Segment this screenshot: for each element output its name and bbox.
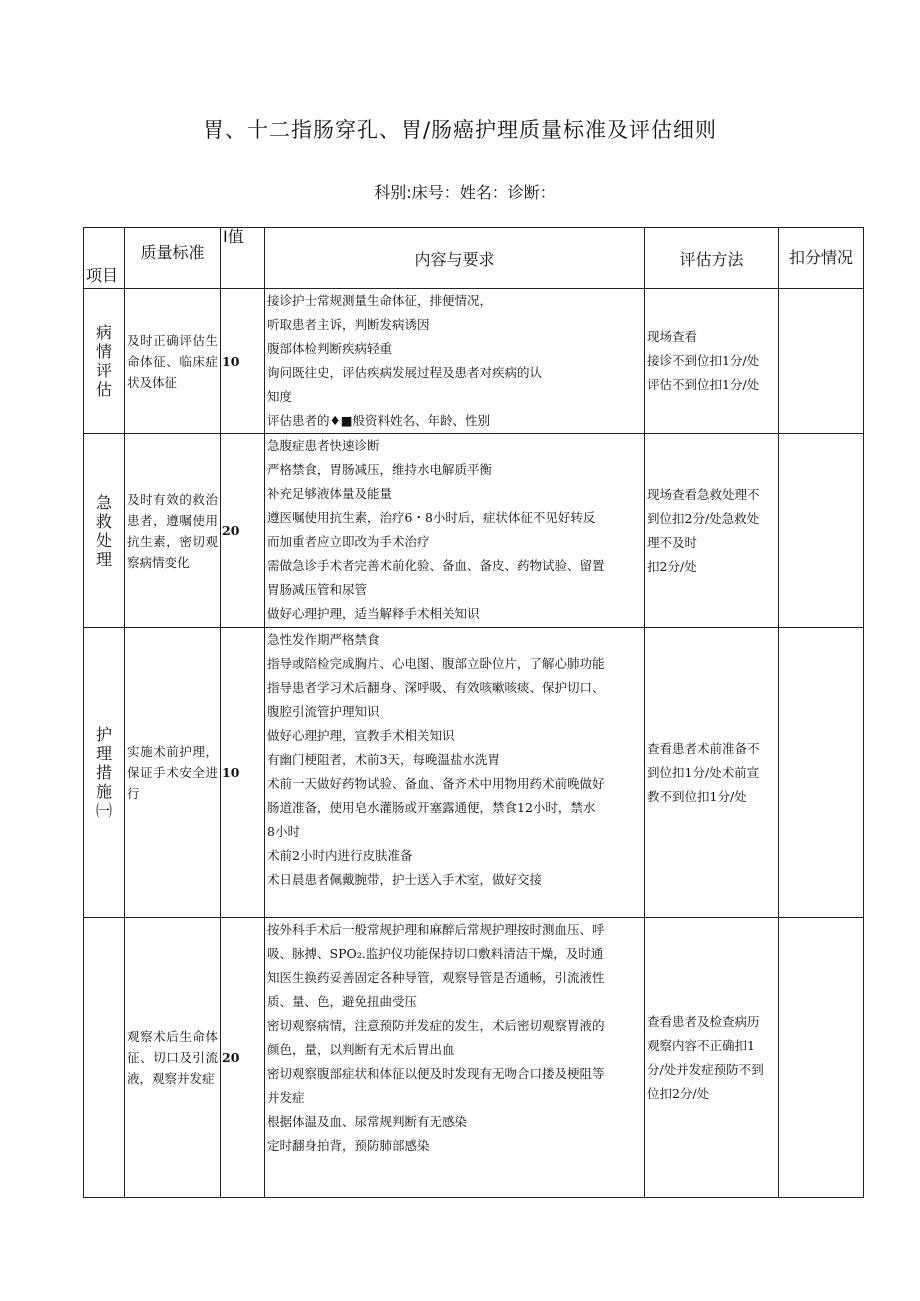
header-value: I值 bbox=[221, 228, 265, 289]
value-cell: 10 bbox=[221, 628, 265, 918]
method-cell: 查看患者及检查病历 观察内容不正确扣1 分/处并发症预防不到 位扣2分/处 bbox=[645, 918, 779, 1198]
standard-cell: 实施术前护理，保证手术安全进行 bbox=[125, 628, 221, 918]
deduct-cell[interactable] bbox=[779, 289, 864, 434]
method-cell: 现场查看急救处理不 到位扣2分/处急救处 理不及时 扣2分/处 bbox=[645, 434, 779, 628]
deduct-cell[interactable] bbox=[779, 434, 864, 628]
content-cell: 按外科手术后一般常规护理和麻醉后常规护理按时测血压、呼 吸、脉搏、SPO₂.监护仪功能保持切口敷料清洁干燥，及时通 知医生换药妥善固定各种导管，观察导管是否通畅，引流液性 质、量、色，避免扭曲受压 密切观察病情，注意预防并发症的发生，术后密切观察胃液的 颜色，量，以判断有无术后胃出血 密切观察腹部症状和体征以便及时发现有无吻合口搂及梗阻等 并发症 根据体温及血、尿常规判断有无感染 定时翻身拍背，预防肺部感染 bbox=[265, 918, 645, 1198]
deduct-cell[interactable] bbox=[779, 628, 864, 918]
table-row bbox=[84, 628, 864, 918]
item-cell: 急 救 处 理 bbox=[84, 434, 125, 628]
item-cell: 病 情 评 估 bbox=[84, 289, 125, 434]
content-cell: 接诊护士常规测量生命体征，排便情况， 听取患者主诉，判断发病诱因 腹部体检判断疾病轻重 询问既往史，评估疾病发展过程及患者对疾病的认 知度 评估患者的♦■般资料姓名、年龄、性别 bbox=[265, 289, 645, 434]
value-cell: 20 bbox=[221, 918, 265, 1198]
standard-cell: 及时有效的救治患者，遵嘱使用抗生素，密切观察病情变化 bbox=[125, 434, 221, 628]
value-cell: 20 bbox=[221, 434, 265, 628]
content-cell: 急腹症患者快速诊断 严格禁食，胃肠减压，维持水电解质平衡 补充足够液体量及能量 遵医嘱使用抗生素，治疗6・8小时后，症状体征不见好转反 而加重者应立即改为手术治疗 需做急诊手术者完善术前化验、备血、备皮、药物试验、留置 胃肠减压管和尿管 做好心理护理，适当解释手术相关知识 bbox=[265, 434, 645, 628]
content-cell: 急性发作期严格禁食 指导或陪检完成胸片、心电图、腹部立卧位片，了解心肺功能 指导患者学习术后翻身、深呼吸、有效咳嗽咳痰、保护切口、 腹腔引流管护理知识 做好心理护理，宣教手术相关知识 有幽门梗阻者，术前3天，每晚温盐水洗胃 术前一天做好药物试验、备血、备齐术中用物用药术前晚做好 肠道准备，使用皂水灌肠或开塞露通便，禁食12小时，禁水 8小时 术前2小时内进行皮肤准备 术日晨患者佩戴腕带，护士送入手术室，做好交接 bbox=[265, 628, 645, 918]
patient-info-line: 科别:床号：姓名：诊断： bbox=[374, 183, 556, 202]
header-deduct: 扣分情况 bbox=[779, 228, 864, 289]
method-cell: 现场查看 接诊不到位扣1分/处 评估不到位扣1分/处 bbox=[645, 289, 779, 434]
header-content: 内容与要求 bbox=[265, 228, 645, 289]
deduct-cell[interactable] bbox=[779, 918, 864, 1198]
method-cell: 查看患者术前准备不 到位扣1分/处术前宣 教不到位扣1分/处 bbox=[645, 628, 779, 918]
table-row bbox=[84, 434, 864, 628]
item-cell bbox=[84, 918, 125, 1198]
page-title: 胃、十二指肠穿孔、胃/肠癌护理质量标准及评估细则 bbox=[202, 118, 718, 142]
header-method: 评估方法 bbox=[645, 228, 779, 289]
header-item: 项目 bbox=[84, 228, 125, 289]
table-row bbox=[84, 289, 864, 434]
standard-cell: 及时正确评估生命体征、临床症状及体征 bbox=[125, 289, 221, 434]
table-header-row bbox=[84, 228, 864, 289]
standard-cell: 观察术后生命体征、切口及引流液，观察并发症 bbox=[125, 918, 221, 1198]
item-cell: 护 理 措 施 ㈠ bbox=[84, 628, 125, 918]
value-cell: 10 bbox=[221, 289, 265, 434]
table-row bbox=[84, 918, 864, 1198]
quality-standard-table bbox=[83, 227, 864, 1198]
header-standard: 质量标准 bbox=[125, 228, 221, 289]
